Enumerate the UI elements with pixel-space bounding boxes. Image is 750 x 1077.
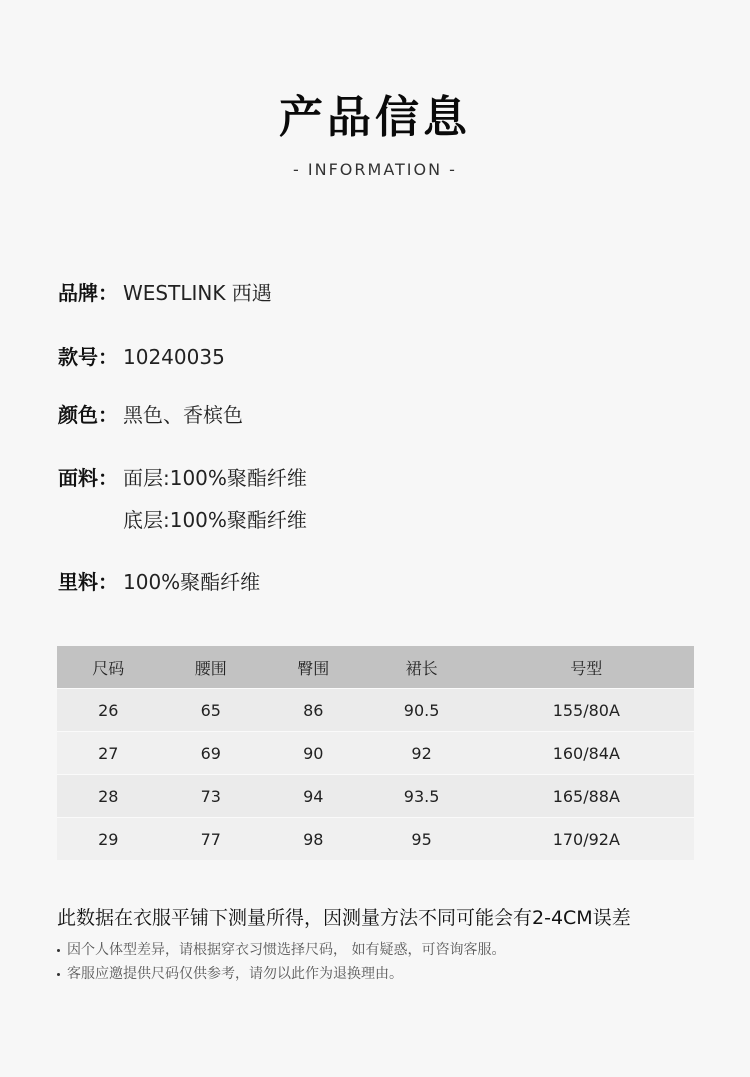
cell-fit-code: 155/80A <box>479 689 694 732</box>
note-item <box>57 940 505 960</box>
cell-waist: 65 <box>160 689 263 732</box>
cell-waist: 73 <box>160 775 263 818</box>
fabric-value-outer: 面层:100%聚酯纤维 <box>123 466 307 490</box>
fabric-row <box>58 464 307 492</box>
table-row <box>57 732 694 775</box>
cell-fit-code: 165/88A <box>479 775 694 818</box>
cell-waist: 77 <box>160 818 263 861</box>
cell-hip: 90 <box>262 732 365 775</box>
color-row <box>58 401 243 429</box>
cell-size: 26 <box>57 689 160 732</box>
cell-size: 27 <box>57 732 160 775</box>
color-label: 颜色： <box>58 403 118 427</box>
table-row <box>57 818 694 861</box>
cell-hip: 98 <box>262 818 365 861</box>
bullet-icon <box>57 973 60 976</box>
page-title: 产品信息 <box>279 92 471 143</box>
measurement-note: 此数据在衣服平铺下测量所得，因测量方法不同可能会有2-4CM误差 <box>57 907 631 929</box>
brand-label: 品牌： <box>58 281 118 305</box>
brand-value: WESTLINK 西遇 <box>123 281 272 305</box>
fabric-label: 面料： <box>58 466 118 490</box>
header-fit-code: 号型 <box>479 646 694 689</box>
style-no-value: 10240035 <box>123 345 225 369</box>
cell-skirt-length: 95 <box>365 818 479 861</box>
lining-value: 100%聚酯纤维 <box>123 570 261 594</box>
header-skirt-length: 裙长 <box>365 646 479 689</box>
header-size: 尺码 <box>57 646 160 689</box>
cell-hip: 94 <box>262 775 365 818</box>
cell-size: 28 <box>57 775 160 818</box>
bullet-icon <box>57 949 60 952</box>
size-table <box>57 646 694 860</box>
header-hip: 臀围 <box>262 646 365 689</box>
cell-skirt-length: 93.5 <box>365 775 479 818</box>
cell-waist: 69 <box>160 732 263 775</box>
note-item-text: 客服应邀提供尺码仅供参考，请勿以此作为退换理由。 <box>67 966 403 982</box>
cell-fit-code: 170/92A <box>479 818 694 861</box>
note-item <box>57 964 403 984</box>
cell-fit-code: 160/84A <box>479 732 694 775</box>
brand-row <box>58 279 272 307</box>
fabric-value-inner: 底层:100%聚酯纤维 <box>123 508 307 532</box>
table-row <box>57 775 694 818</box>
lining-row <box>58 568 260 596</box>
cell-size: 29 <box>57 818 160 861</box>
color-value: 黑色、香槟色 <box>123 403 243 427</box>
style-no-row <box>58 343 225 371</box>
header-waist: 腰围 <box>160 646 263 689</box>
table-row <box>57 689 694 732</box>
lining-label: 里料： <box>58 570 118 594</box>
cell-hip: 86 <box>262 689 365 732</box>
note-item-text: 因个人体型差异，请根据穿衣习惯选择尺码， 如有疑惑，可咨询客服。 <box>67 942 506 958</box>
size-table-header <box>57 646 694 689</box>
cell-skirt-length: 92 <box>365 732 479 775</box>
page-subtitle: - INFORMATION - <box>293 160 457 179</box>
cell-skirt-length: 90.5 <box>365 689 479 732</box>
style-no-label: 款号： <box>58 345 118 369</box>
